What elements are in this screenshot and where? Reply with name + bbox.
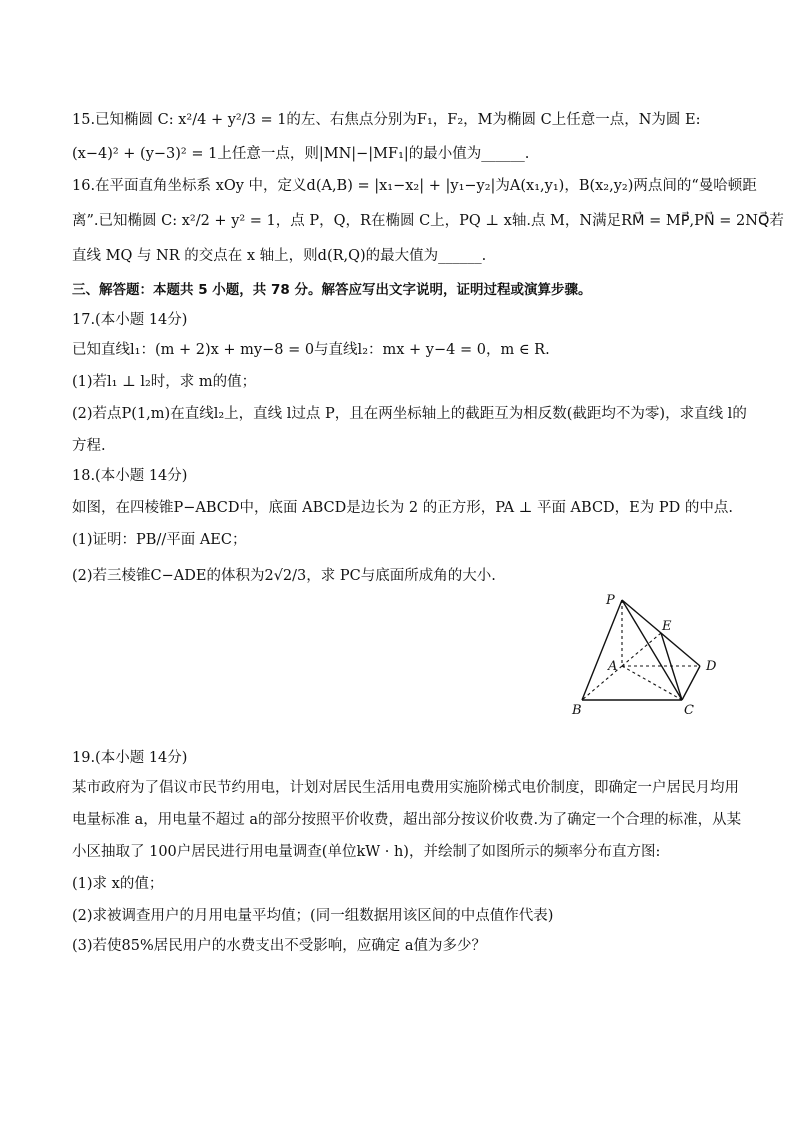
q15-line-2: (x−4)² + (y−3)² = 1上任意一点，则|MN|−|MF₁|的最小值为______.: [72, 146, 530, 162]
q18-part-2: (2)若三棱锥C−ADE的体积为2√2/3，求 PC与底面所成角的大小.: [72, 568, 496, 584]
q19-stem-line-2: 电量标准 a，用电量不超过 a的部分按照平价收费，超出部分按议价收费.为了确定一个合理的标准，从某: [72, 812, 742, 828]
q16-line-3: 直线 MQ 与 NR 的交点在 x 轴上，则d(R,Q)的最大值为______.: [72, 248, 487, 264]
q19-stem-line-1: 某市政府为了倡议市民节约用电，计划对居民生活用电费用实施阶梯式电价制度，即确定一户居民月均用: [72, 780, 739, 796]
q17-header: 17.(本小题 14分): [72, 312, 188, 328]
q19-part-2: (2)求被调查用户的月用电量平均值；(同一组数据用该区间的中点值作代表): [72, 908, 554, 924]
q19-stem-line-3: 小区抽取了 100户居民进行用电量调查(单位kW · h)，并绘制了如图所示的频率分布直方图:: [72, 844, 661, 860]
edge-ae: [622, 633, 661, 666]
q18-part-1: (1)证明：PB//平面 AEC；: [72, 532, 247, 548]
q19-part-1: (1)求 x的值；: [72, 876, 164, 892]
q18-header: 18.(本小题 14分): [72, 468, 188, 484]
q16-line-2: 离”.已知椭圆 C: x²/2 + y² = 1，点 P，Q，R在椭圆 C上，PQ ⊥ x轴.点 M，N满足RM⃗ = MP⃗,PN⃗ = 2NQ⃗若: [72, 213, 784, 229]
edge-pc: [622, 600, 682, 700]
label-d: D: [706, 659, 717, 674]
pyramid-figure: [570, 588, 730, 728]
q17-part-2-line-1: (2)若点P(1,m)在直线l₂上，直线 l过点 P，且在两坐标轴上的截距互为相反数(截距均不为零)，求直线 l的: [72, 406, 747, 422]
q16-line-1: 16.在平面直角坐标系 xOy 中，定义d(A,B) = |x₁−x₂| + |y₁−y₂|为A(x₁,y₁)，B(x₂,y₂)两点间的“曼哈顿距: [72, 178, 757, 194]
label-e: E: [662, 619, 672, 634]
q19-part-3: (3)若使85%居民用户的水费支出不受影响，应确定 a值为多少？: [72, 938, 487, 954]
q15-line-1: 15.已知椭圆 C: x²/4 + y²/3 = 1的左、右焦点分别为F₁，F₂，M为椭圆 C上任意一点，N为圆 E:: [72, 112, 701, 128]
label-c: C: [684, 703, 694, 718]
q19-header: 19.(本小题 14分): [72, 750, 188, 766]
label-a: A: [608, 659, 618, 674]
q17-stem: 已知直线l₁：(m + 2)x + my−8 = 0与直线l₂：mx + y−4 = 0，m ∈ R.: [72, 342, 550, 358]
label-b: B: [572, 703, 582, 718]
q17-part-2-line-2: 方程.: [72, 438, 106, 454]
q17-part-1: (1)若l₁ ⊥ l₂时，求 m的值；: [72, 374, 257, 390]
label-p: P: [606, 593, 615, 608]
edge-pb: [582, 600, 622, 700]
q18-stem: 如图，在四棱锥P−ABCD中，底面 ABCD是边长为 2 的正方形，PA ⊥ 平面 ABCD，E为 PD 的中点.: [72, 500, 733, 516]
edge-cd: [682, 666, 700, 700]
section-3-heading: 三、解答题：本题共 5 小题，共 78 分。解答应写出文字说明，证明过程或演算步骤。: [72, 282, 592, 298]
